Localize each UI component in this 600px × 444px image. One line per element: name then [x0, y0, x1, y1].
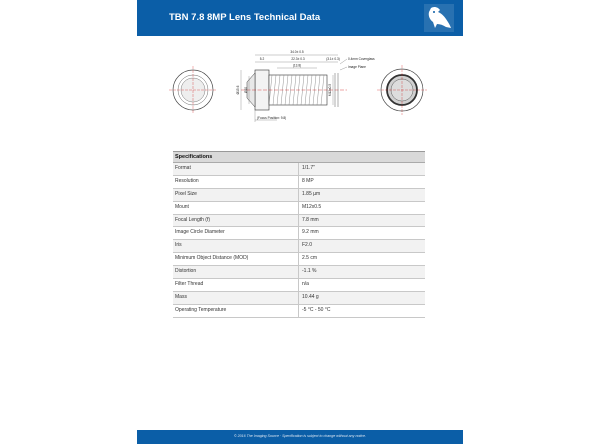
table-row: [173, 202, 425, 215]
spec-value: 9.2 mm: [302, 229, 319, 236]
dim-thread-inner: (13.8): [292, 63, 302, 68]
table-row: [173, 227, 425, 240]
seal-logo-icon: [424, 4, 454, 32]
dim-diameter-inner: Ø10: [244, 86, 248, 94]
header-bar: [137, 0, 463, 36]
spec-value: 10.44 g: [302, 293, 319, 300]
table-row: [173, 215, 425, 228]
spec-key: Mount: [173, 202, 299, 214]
front-view-left: [169, 66, 217, 114]
spec-key: Operating Temperature: [173, 305, 299, 317]
side-view: [236, 50, 375, 122]
table-row: [173, 176, 425, 189]
dim-thread-spec: M12x0.5: [328, 83, 332, 97]
spec-key: Format: [173, 163, 299, 175]
table-row: [173, 189, 425, 202]
table-row: [173, 253, 425, 266]
spec-key: Pixel Size: [173, 189, 299, 201]
spec-value: -5 °C - 50 °C: [302, 306, 331, 313]
spec-value: F2.0: [302, 242, 313, 249]
rear-view-right: [377, 65, 427, 115]
table-row: [173, 240, 425, 253]
spec-key: Iris: [173, 240, 299, 252]
spec-value: -1.1 %: [302, 268, 317, 275]
specifications-heading: Specifications: [173, 152, 425, 163]
dim-overall: 34.0± 0.5: [290, 50, 304, 54]
footer-text: © 2016 The Imaging Source · Specification is subject to change without any notice.: [233, 434, 367, 438]
spec-value: 7.8 mm: [302, 216, 319, 223]
spec-key: Focal Length (f): [173, 215, 299, 227]
label-image-plane: Image Plane: [348, 65, 366, 69]
dim-diameter-left: Ø15.6: [236, 85, 240, 95]
lens-drawing: [137, 40, 463, 135]
spec-value: M12x0.5: [302, 203, 322, 210]
specifications-rows: [173, 163, 425, 318]
spec-key: Minimum Object Distance (MOD): [173, 253, 299, 265]
spec-key: Image Circle Diameter: [173, 227, 299, 239]
spec-value: 2.5 cm: [302, 255, 318, 262]
spec-value: 1.85 µm: [302, 190, 321, 197]
table-row: [173, 305, 425, 318]
dim-right-offset: (3.1± 0.3): [326, 57, 340, 61]
specifications-table: [173, 151, 425, 318]
spec-value: 1/1.7": [302, 165, 315, 171]
label-focus-position: (Focus Position: 9.8): [257, 116, 287, 120]
footer-bar: [137, 430, 463, 444]
table-row: [173, 163, 425, 176]
table-row: [173, 279, 425, 292]
table-row: [173, 292, 425, 305]
dim-thread-length: 22.3± 0.3: [291, 57, 305, 61]
spec-key: Mass: [173, 292, 299, 304]
spec-key: Filter Thread: [173, 279, 299, 291]
datasheet-page: [137, 0, 463, 444]
label-coverglass: 0.4mm Coverglass: [348, 57, 375, 61]
dim-left-flange: 5.2: [259, 57, 265, 61]
page-title: TBN 7.8 8MP Lens Technical Data: [169, 12, 321, 23]
spec-key: Distortion: [173, 266, 299, 278]
spec-value: 8 MP: [302, 177, 314, 184]
spec-value: n/a: [302, 281, 309, 288]
spec-key: Resolution: [173, 176, 299, 188]
table-row: [173, 266, 425, 279]
